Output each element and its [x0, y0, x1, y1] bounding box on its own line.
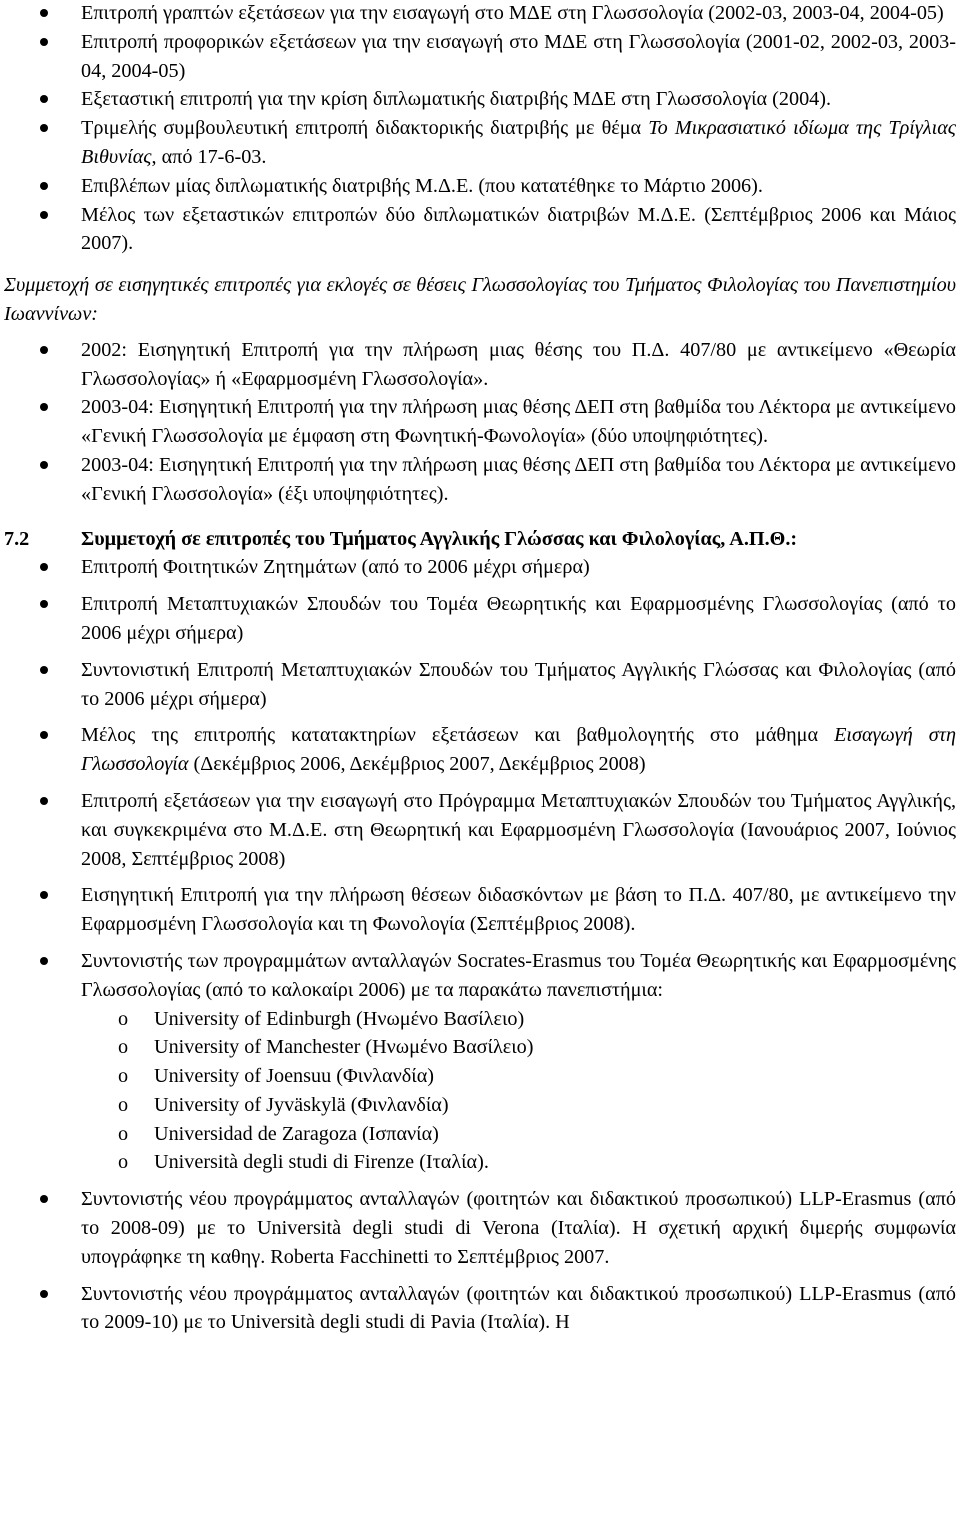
- list-item-text: Μέλος της επιτροπής κατατακτηρίων εξετάσεων και βαθμολογητής στο μάθημα: [81, 724, 835, 747]
- sublist-item-text: Universidad de Zaragoza (Ισπανία): [154, 1122, 439, 1145]
- list-item: [0, 656, 960, 714]
- sublist-item-text: University of Joensuu (Φινλανδία): [154, 1065, 435, 1088]
- sublist-item: [0, 1033, 960, 1062]
- course-title: Εισαγωγή στη Γλωσσολογία: [81, 724, 956, 776]
- list-item-text: Συντονιστής νέου προγράμματος ανταλλαγών (φοιτητών και διδακτικού προσωπικού) LLP-Erasmus (από το 2008-09) με το Università degli studi di Verona (Ιταλία). Η σχετική αρχική διμερής συμφωνία υπογράφηκε τη καθηγ. Roberta Facchinetti το Σεπτέμβριος 2007.: [81, 1188, 956, 1268]
- section-number: 7.2: [4, 527, 30, 550]
- list-item-text: , από 17-6-03.: [151, 145, 267, 168]
- list-item: [0, 721, 960, 779]
- circle-bullet-icon: o: [118, 1007, 129, 1030]
- list-item: [0, 336, 960, 394]
- list-item: [0, 1185, 960, 1271]
- bullet-icon: [40, 891, 48, 899]
- list-item-text: 2003-04: Εισηγητική Επιτροπή για την πλήρωση μιας θέσης ΔΕΠ στη βαθμίδα του Λέκτορα με αντικείμενο «Γενική Γλωσσολογία» (έξι υποψηφιότητες).: [81, 453, 956, 505]
- bullet-icon: [40, 797, 48, 805]
- bullet-icon: [40, 1290, 48, 1298]
- bullet-icon: [40, 95, 48, 103]
- committee-list-auth: [0, 553, 960, 1337]
- bullet-icon: [40, 957, 48, 965]
- list-item-text: Επιτροπή Φοιτητικών Ζητημάτων (από το 2006 μέχρι σήμερα): [81, 556, 590, 579]
- intro-paragraph: Συμμετοχή σε εισηγητικές επιτροπές για εκλογές σε θέσεις Γλωσσολογίας του Τμήματος Φιλολογίας του Πανεπιστημίου Ιωαννίνων:: [4, 274, 956, 325]
- list-item: [0, 114, 960, 172]
- bullet-icon: [40, 563, 48, 571]
- committee-list-graduate: [0, 0, 960, 258]
- bullet-icon: [40, 731, 48, 739]
- list-item: [0, 28, 960, 86]
- committee-list-ioannina: [0, 336, 960, 509]
- bullet-icon: [40, 666, 48, 674]
- sublist-item-text: University of Jyväskylä (Φινλανδία): [154, 1093, 449, 1116]
- bullet-icon: [40, 9, 48, 17]
- list-item-text: Μέλος των εξεταστικών επιτροπών δύο διπλωματικών διατριβών Μ.Δ.Ε. (Σεπτέμβριος 2006 και Μάιος 2007).: [81, 203, 956, 255]
- list-item-text: Επιτροπή γραπτών εξετάσεων για την εισαγωγή στο ΜΔΕ στη Γλωσσολογία (2002-03, 2003-04, 2004-05): [81, 2, 944, 24]
- list-item: [0, 0, 960, 28]
- sublist-item-text: University of Manchester (Ηνωμένο Βασίλειο): [154, 1036, 534, 1059]
- list-item: [0, 451, 960, 509]
- list-item: [0, 590, 960, 648]
- sublist-item-text: University of Edinburgh (Ηνωμένο Βασίλειο): [154, 1007, 525, 1030]
- sublist-item: [0, 1062, 960, 1091]
- university-sublist: [0, 1005, 960, 1178]
- list-item: [0, 787, 960, 873]
- thesis-title: Το Μικρασιατικό ιδίωμα της Τρίγλιας Βιθυνίας: [81, 117, 956, 168]
- bullet-icon: [40, 461, 48, 469]
- bullet-icon: [40, 1195, 48, 1203]
- list-item-text: Επιτροπή εξετάσεων για την εισαγωγή στο Πρόγραμμα Μεταπτυχιακών Σπουδών του Τμήματος Αγγλικής, και συγκεκριμένα στο Μ.Δ.Ε. στη Θεωρητική και Εφαρμοσμένη Γλωσσολογία (Ιανουάριος 2007, Ιούνιος 2008, Σεπτέμβριος 2008): [81, 789, 956, 870]
- list-item-text: Τριμελής συμβουλευτική επιτροπή διδακτορικής διατριβής με θέμα: [81, 117, 649, 140]
- list-item: [0, 553, 960, 582]
- list-item: [0, 393, 960, 451]
- list-item-text: Συντονιστική Επιτροπή Μεταπτυχιακών Σπουδών του Τμήματος Αγγλικής Γλώσσας και Φιλολογίας (από το 2006 μέχρι σήμερα): [81, 658, 956, 710]
- list-item-text: 2003-04: Εισηγητική Επιτροπή για την πλήρωση μιας θέσης ΔΕΠ στη βαθμίδα του Λέκτορα με αντικείμενο «Γενική Γλωσσολογία με έμφαση στη Φωνητική-Φωνολογία» (δύο υποψηφιότητες).: [81, 396, 956, 448]
- sublist-item: [0, 1005, 960, 1034]
- list-item: [0, 947, 960, 1005]
- bullet-icon: [40, 403, 48, 411]
- circle-bullet-icon: o: [118, 1065, 129, 1088]
- list-item-text: Επιτροπή προφορικών εξετάσεων για την εισαγωγή στο ΜΔΕ στη Γλωσσολογία (2001-02, 2002-03, 2003-04, 2004-05): [81, 30, 956, 82]
- bullet-icon: [40, 124, 48, 132]
- circle-bullet-icon: o: [118, 1093, 129, 1116]
- sublist-item-text: Università degli studi di Firenze (Ιταλία).: [154, 1151, 489, 1174]
- list-item-text: (Δεκέμβριος 2006, Δεκέμβριος 2007, Δεκέμβριος 2008): [188, 753, 646, 776]
- list-item-text: Επιτροπή Μεταπτυχιακών Σπουδών του Τομέα Θεωρητικής και Εφαρμοσμένης Γλωσσολογίας (από το 2006 μέχρι σήμερα): [81, 593, 956, 644]
- list-item: [0, 881, 960, 939]
- bullet-icon: [40, 182, 48, 190]
- bullet-icon: [40, 600, 48, 608]
- list-item-text: Εξεταστική επιτροπή για την κρίση διπλωματικής διατριβής ΜΔΕ στη Γλωσσολογία (2004).: [81, 88, 832, 111]
- section-title: Συμμετοχή σε επιτροπές του Τμήματος Αγγλικής Γλώσσας και Φιλολογίας, Α.Π.Θ.:: [81, 527, 798, 550]
- list-item-text: Συντονιστής των προγραμμάτων ανταλλαγών Socrates-Erasmus του Τομέα Θεωρητικής και Εφαρμοσμένης Γλωσσολογίας (από το καλοκαίρι 2006) με τα παρακάτω πανεπιστήμια:: [81, 949, 956, 1001]
- list-item-text: Συντονιστής νέου προγράμματος ανταλλαγών (φοιτητών και διδακτικού προσωπικού) LLP-Erasmus (από το 2009-10) με το Università degli studi di Pavia (Ιταλία). Η: [81, 1282, 956, 1334]
- sublist-item: [0, 1148, 960, 1177]
- sublist-item: [0, 1120, 960, 1149]
- list-item-text: Επιβλέπων μίας διπλωματικής διατριβής Μ.Δ.Ε. (που κατατέθηκε το Μάρτιο 2006).: [81, 174, 763, 197]
- bullet-icon: [40, 346, 48, 354]
- list-item: [0, 201, 960, 259]
- list-item-text: 2002: Εισηγητική Επιτροπή για την πλήρωση μιας θέσης του Π.Δ. 407/80 με αντικείμενο «Θεωρία Γλωσσολογίας» ή «Εφαρμοσμένη Γλωσσολογία».: [81, 338, 956, 390]
- list-item: [0, 1280, 960, 1338]
- list-item: [0, 172, 960, 201]
- list-item-text: Εισηγητική Επιτροπή για την πλήρωση θέσεων διδασκόντων με βάση το Π.Δ. 407/80, με αντικείμενο την Εφαρμοσμένη Γλωσσολογία και τη Φωνολογία (Σεπτέμβριος 2008).: [81, 884, 956, 936]
- bullet-icon: [40, 211, 48, 219]
- circle-bullet-icon: o: [118, 1122, 129, 1145]
- list-item: [0, 85, 960, 114]
- section-heading: [4, 525, 956, 554]
- bullet-icon: [40, 38, 48, 46]
- sublist-item: [0, 1091, 960, 1120]
- circle-bullet-icon: o: [118, 1036, 129, 1059]
- circle-bullet-icon: o: [118, 1151, 129, 1174]
